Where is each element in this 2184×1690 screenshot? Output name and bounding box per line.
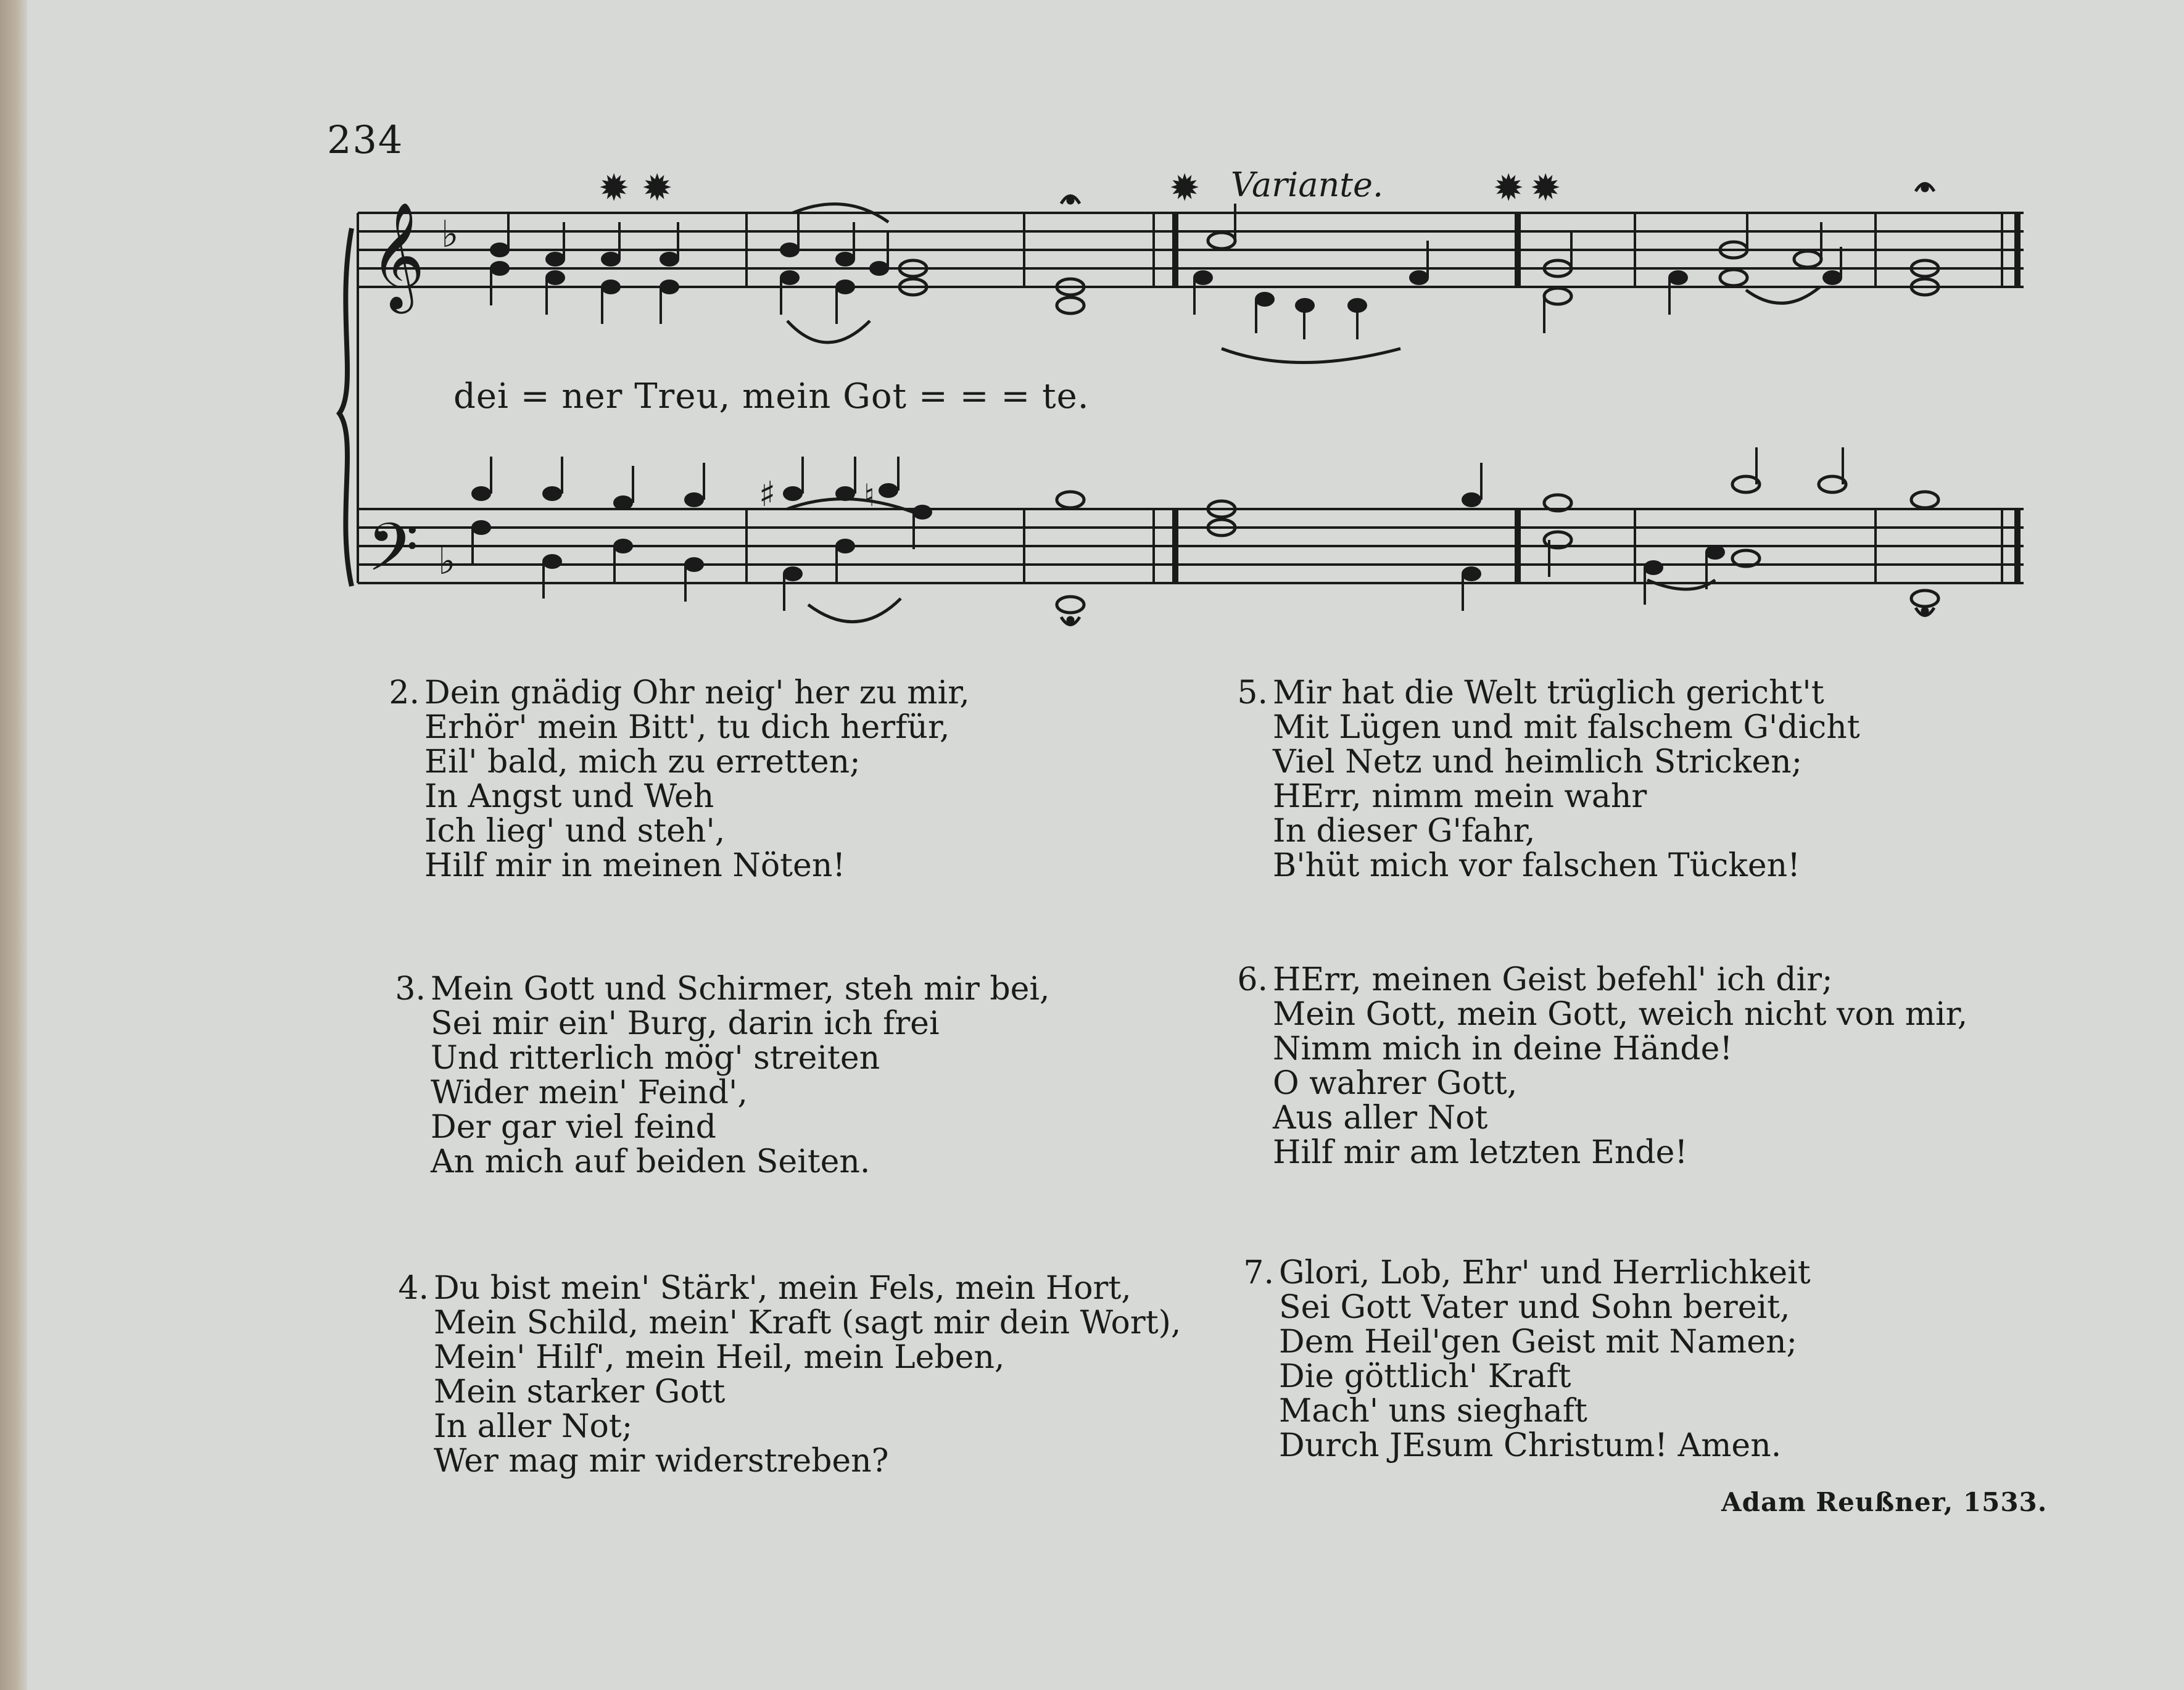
verse-line: Wider mein' Feind', [431, 1074, 748, 1111]
bass-stems [473, 447, 1843, 611]
verse-line: Mir hat die Welt trüglich gericht't [1273, 674, 1824, 711]
verse-line: Der gar viel feind [431, 1109, 716, 1146]
verse-line: Sei Gott Vater und Sohn bereit, [1279, 1289, 1790, 1326]
verse-line: Dein gnädig Ohr neig' her zu mir, [424, 674, 970, 711]
verse-line: Mein Gott, mein Gott, weich nicht von mir, [1273, 996, 1968, 1033]
bass-staff [358, 509, 2024, 583]
treble-flat: ♭ [441, 213, 459, 256]
verse-number: 7. [1243, 1254, 1274, 1291]
verse-line: Mit Lügen und mit falschem G'dicht [1273, 709, 1860, 746]
svg-text:✹: ✹ [598, 167, 630, 210]
verse-line: Aus aller Not [1273, 1100, 1488, 1137]
sharp-sign: ♯ [759, 474, 776, 515]
system-brace [339, 228, 352, 586]
verse-line: Eil' bald, mich zu erretten; [424, 744, 861, 781]
verse-line: Du bist mein' Stärk', mein Fels, mein Hort, [434, 1270, 1131, 1307]
verse-line: B'hüt mich vor falschen Tücken! [1273, 847, 1801, 884]
verse-line: Hilf mir in meinen Nöten! [424, 847, 846, 884]
page-edge [0, 0, 27, 1690]
svg-text:✹: ✹ [1169, 167, 1201, 210]
verse-line: Dem Heil'gen Geist mit Namen; [1279, 1323, 1798, 1361]
treble-clef: 𝄞 [370, 202, 425, 309]
verse-4 [386, 1271, 1181, 1478]
verse-line: Mein Schild, mein' Kraft (sagt mir dein Wort), [434, 1304, 1181, 1341]
verse-line: Ich lieg' und steh', [424, 813, 726, 850]
verse-number: 2. [389, 674, 420, 711]
treble-notes [490, 242, 1842, 313]
verse-3 [383, 972, 1050, 1179]
svg-text:✹: ✹ [642, 167, 673, 210]
score-lyric: dei = ner Treu, mein Got = = = te. [453, 376, 1090, 416]
verse-number: 4. [398, 1270, 429, 1307]
verse-line: Hilf mir am letzten Ende! [1273, 1134, 1688, 1171]
treble-stems [491, 204, 1841, 339]
svg-text:✹: ✹ [1530, 167, 1561, 210]
author-attribution: Adam Reußner, 1533. [1721, 1487, 2048, 1517]
verse-7 [1231, 1256, 1811, 1463]
bass-open-notes [1057, 476, 1938, 613]
verse-line: Erhör' mein Bitt', tu dich herfür, [424, 709, 950, 746]
svg-text:✹: ✹ [1493, 167, 1524, 210]
verse-line: HErr, meinen Geist befehl' ich dir; [1273, 961, 1833, 998]
verse-line: In Angst und Weh [424, 778, 714, 815]
verse-line: Mein Gott und Schirmer, steh mir bei, [431, 971, 1050, 1008]
verse-5 [1225, 676, 1860, 883]
verse-line: Durch JEsum Christum! Amen. [1279, 1427, 1782, 1464]
verse-line: In aller Not; [434, 1408, 633, 1445]
page-number: 234 [327, 117, 404, 162]
bass-notes [471, 483, 1725, 581]
verse-line: In dieser G'fahr, [1273, 813, 1536, 850]
verse-6 [1225, 963, 1967, 1170]
verse-2 [376, 676, 970, 883]
bass-clef: 𝄢 [367, 508, 419, 602]
verse-line: An mich auf beiden Seiten. [431, 1143, 871, 1180]
verse-line: Wer mag mir widerstreben? [434, 1443, 889, 1480]
verse-line: Sei mir ein' Burg, darin ich frei [431, 1005, 940, 1042]
verse-line: Mach' uns sieghaft [1279, 1393, 1587, 1430]
verse-line: HErr, nimm mein wahr [1273, 778, 1647, 815]
verse-line: Viel Netz und heimlich Stricken; [1273, 744, 1803, 781]
bass-flat: ♭ [438, 540, 456, 583]
verse-line: Glori, Lob, Ehr' und Herrlichkeit [1279, 1254, 1811, 1291]
verse-line: Die göttlich' Kraft [1279, 1358, 1571, 1395]
verse-line: Mein' Hilf', mein Heil, mein Leben, [434, 1339, 1005, 1376]
verse-line: Mein starker Gott [434, 1373, 726, 1410]
verse-number: 6. [1237, 961, 1268, 998]
natural-sign: ♮ [864, 478, 875, 513]
treble-staff [358, 213, 2024, 287]
verse-line: Und ritterlich mög' streiten [431, 1040, 880, 1077]
variante-label: Variante. [1231, 165, 1384, 204]
verse-number: 3. [395, 971, 426, 1008]
verse-number: 5. [1237, 674, 1268, 711]
verse-line: Nimm mich in deine Hände! [1273, 1030, 1733, 1067]
verse-line: O wahrer Gott, [1273, 1065, 1518, 1102]
